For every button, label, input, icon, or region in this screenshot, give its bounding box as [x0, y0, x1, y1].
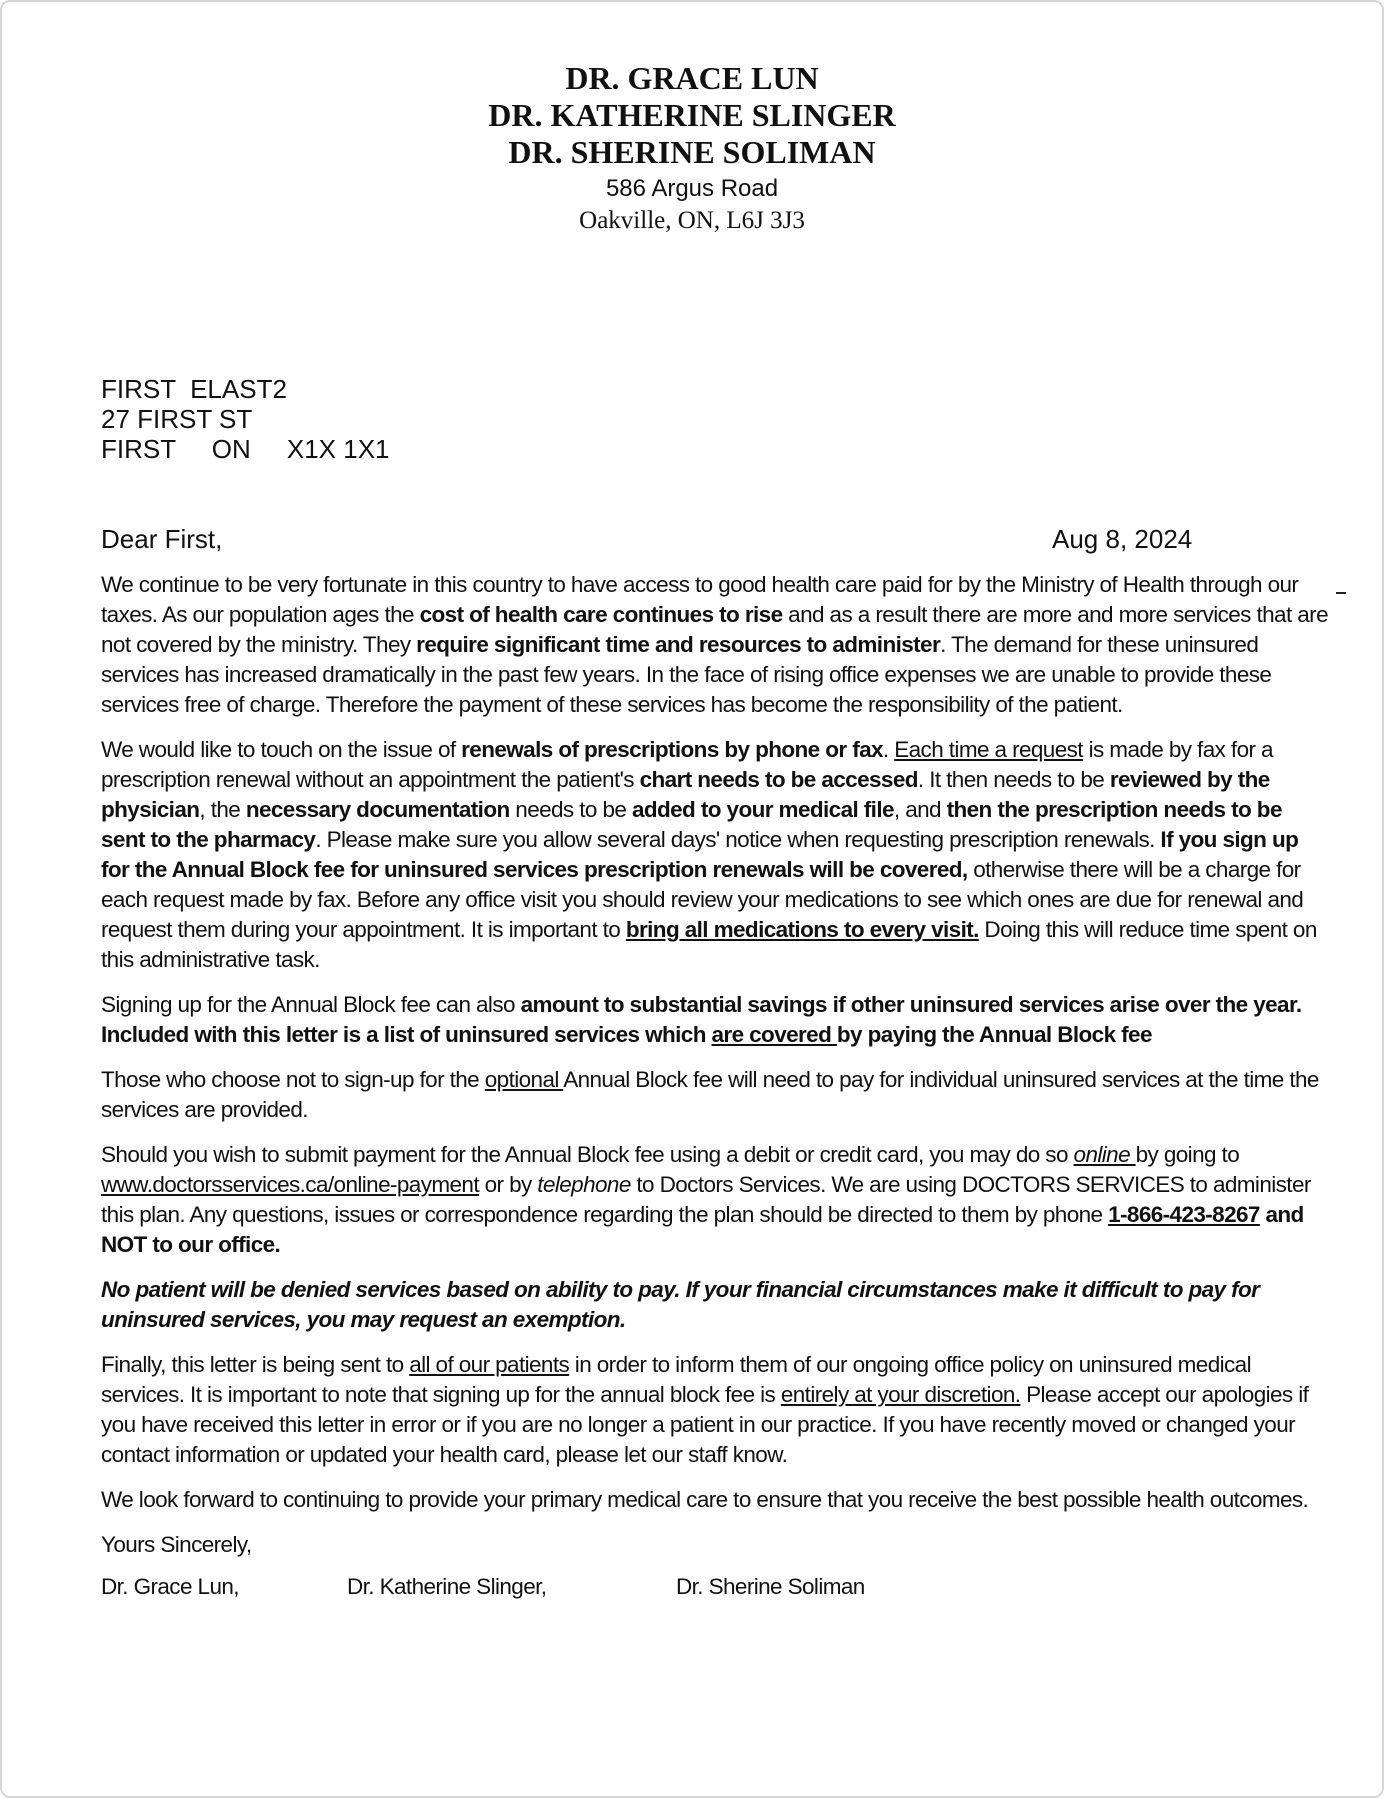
- paragraph-closing: We look forward to continuing to provide your primary medical care to ensure that you receive the best possible health outcomes.: [101, 1487, 1309, 1512]
- letter-date: Aug 8, 2024: [1052, 524, 1193, 554]
- doctor-name-3: DR. SHERINE SOLIMAN: [508, 134, 876, 170]
- paragraph-renewals: We would like to touch on the issue of renewals of prescriptions by phone or fax. Each time a request is made by fax for a prescription renewal without an appointment the patient's chart needs to be accessed. It then needs to be reviewed by the physician, the necessary documentation needs to be added to your medical file, and then the prescription needs to be sent to the pharmacy. Please make sure you allow several days' notice when requesting prescription renewals. If you sign up for the Annual Block fee for uninsured services prescription renewals will be covered, otherwise there will be a charge for each request made by fax. Before any office visit you should review your medications to see which ones are due for renewal and request them during your appointment. It is important to bring all medications to every visit. Doing this will reduce time spent on this administrative task.: [101, 737, 1317, 972]
- margin-mark: [1336, 592, 1346, 594]
- signature-grace-lun: Dr. Grace Lun,: [101, 1574, 239, 1599]
- clinic-city: Oakville, ON, L6J 3J3: [579, 207, 805, 234]
- signature-katherine-slinger: Dr. Katherine Slinger,: [347, 1574, 547, 1599]
- paragraph-intro: We continue to be very fortunate in this country to have access to good health care paid for by the Ministry of Health through our taxes. As our population ages the cost of health care continues to rise and as a result there are more and more services that are not covered by the ministry. They require significant time and resources to administer. The demand for these uninsured services has increased dramatically in the past few years. In the face of rising office expenses we are unable to provide these services free of charge. Therefore the payment of these services has become the responsibility of the patient.: [101, 572, 1328, 717]
- paragraph-block-fee: Signing up for the Annual Block fee can also amount to substantial savings if other uninsured services arise over the year. Included with this letter is a list of uninsured services which are covered by paying the Annual Block fee: [101, 992, 1302, 1047]
- doctor-name-1: DR. GRACE LUN: [565, 60, 819, 96]
- closing-line: Yours Sincerely,: [101, 1532, 252, 1557]
- recipient-street: 27 FIRST ST: [101, 404, 253, 434]
- signature-row: [101, 1572, 1329, 1602]
- salutation: Dear First,: [101, 524, 223, 554]
- paragraph-payment: Should you wish to submit payment for the Annual Block fee using a debit or credit card, you may do so online by going to www.doctorsservices.ca/online-payment or by telephone to Doctors Services. We are using DOCTORS SERVICES to administer this plan. Any questions, issues or correspondence regarding the plan should be directed to them by phone 1-866-423-8267 and NOT to our office.: [101, 1142, 1311, 1257]
- paragraph-optional: Those who choose not to sign-up for the optional Annual Block fee will need to pay for individual uninsured services at the time the services are provided.: [101, 1067, 1319, 1122]
- letter-body: [101, 570, 1329, 1602]
- clinic-street: 586 Argus Road: [605, 175, 779, 202]
- payment-link[interactable]: www.doctorsservices.ca/online-payment: [101, 1172, 479, 1197]
- paragraph-finally: Finally, this letter is being sent to all of our patients in order to inform them of our ongoing office policy on uninsured medical services. It is important to note that signing up for the annual block fee is entirely at your discretion. Please accept our apologies if you have received this letter in error or if you are no longer a patient in our practice. If you have recently moved or changed your contact information or updated your health card, please let our staff know.: [101, 1352, 1309, 1467]
- recipient-city: FIRST ON X1X 1X1: [101, 434, 390, 464]
- recipient-address: [101, 374, 390, 464]
- letterhead: [0, 60, 1384, 237]
- paragraph-exemption: No patient will be denied services based on ability to pay. If your financial circumstances make it difficult to pay for uninsured services, you may request an exemption.: [101, 1277, 1260, 1332]
- phone-number: 1-866-423-8267: [1108, 1202, 1260, 1227]
- signature-sherine-soliman: Dr. Sherine Soliman: [676, 1574, 865, 1599]
- doctor-name-2: DR. KATHERINE SLINGER: [488, 97, 896, 133]
- recipient-name: FIRST ELAST2: [101, 374, 287, 404]
